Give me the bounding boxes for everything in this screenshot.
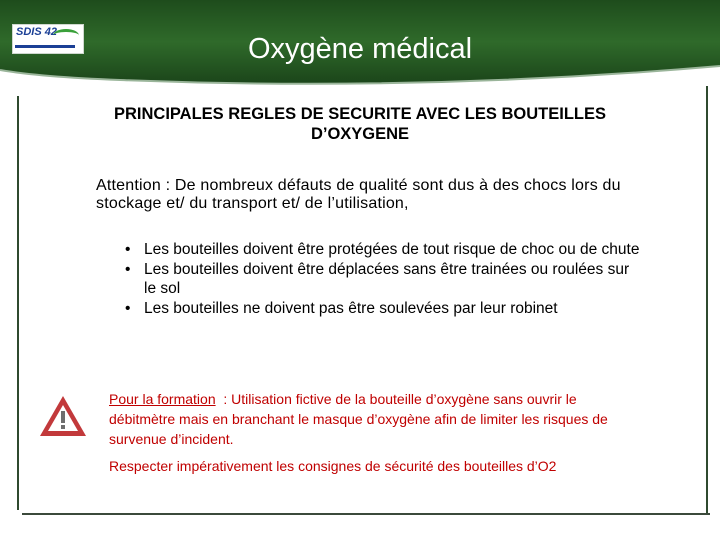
header-banner	[0, 0, 720, 86]
page-title: Oxygène médical	[247, 33, 473, 65]
safety-rules-list	[120, 240, 640, 318]
formation-text: Utilisation fictive de la bouteille d’oxygène sans ouvrir le débitmètre mais en branchant le masque d’oxygène afin de limiter les risques de survenue d’incident.	[109, 391, 608, 447]
rule-text: Les bouteilles doivent être déplacées sans être trainées ou roulées sur le sol	[144, 261, 630, 297]
rule-text: Les bouteilles ne doivent pas être soulevées par leur robinet	[144, 300, 558, 317]
left-border-line	[17, 96, 19, 510]
rule-text: Les bouteilles doivent être protégées de tout risque de choc ou de chute	[144, 241, 640, 258]
bullet-glyph: •	[125, 300, 131, 317]
bullet-glyph: •	[125, 261, 131, 278]
right-border-line	[706, 86, 708, 514]
bullet-glyph: •	[125, 241, 131, 258]
logo-text: SDIS 42	[16, 26, 57, 38]
list-item	[120, 260, 640, 298]
formation-label: Pour la formation	[109, 391, 216, 407]
bottom-border-line	[22, 513, 710, 515]
list-item	[120, 299, 640, 318]
attention-paragraph: Attention : De nombreux défauts de qualité sont dus à des chocs lors du stockage et/ du transport et/ de l’utilisation,	[96, 177, 621, 212]
section-heading: PRINCIPALES REGLES DE SECURITE AVEC LES BOUTEILLES D’OXYGENE	[113, 105, 606, 143]
consignes-note: Respecter impérativement les consignes de sécurité des bouteilles d’O2	[109, 458, 557, 474]
warning-sign-icon	[38, 393, 88, 439]
list-item	[120, 240, 640, 259]
formation-note: Pour la formation : Utilisation fictive de la bouteille d’oxygène sans ouvrir le débitmètre mais en branchant le masque d’oxygène afin de limiter les risques de survenue d’incident.	[109, 391, 608, 447]
